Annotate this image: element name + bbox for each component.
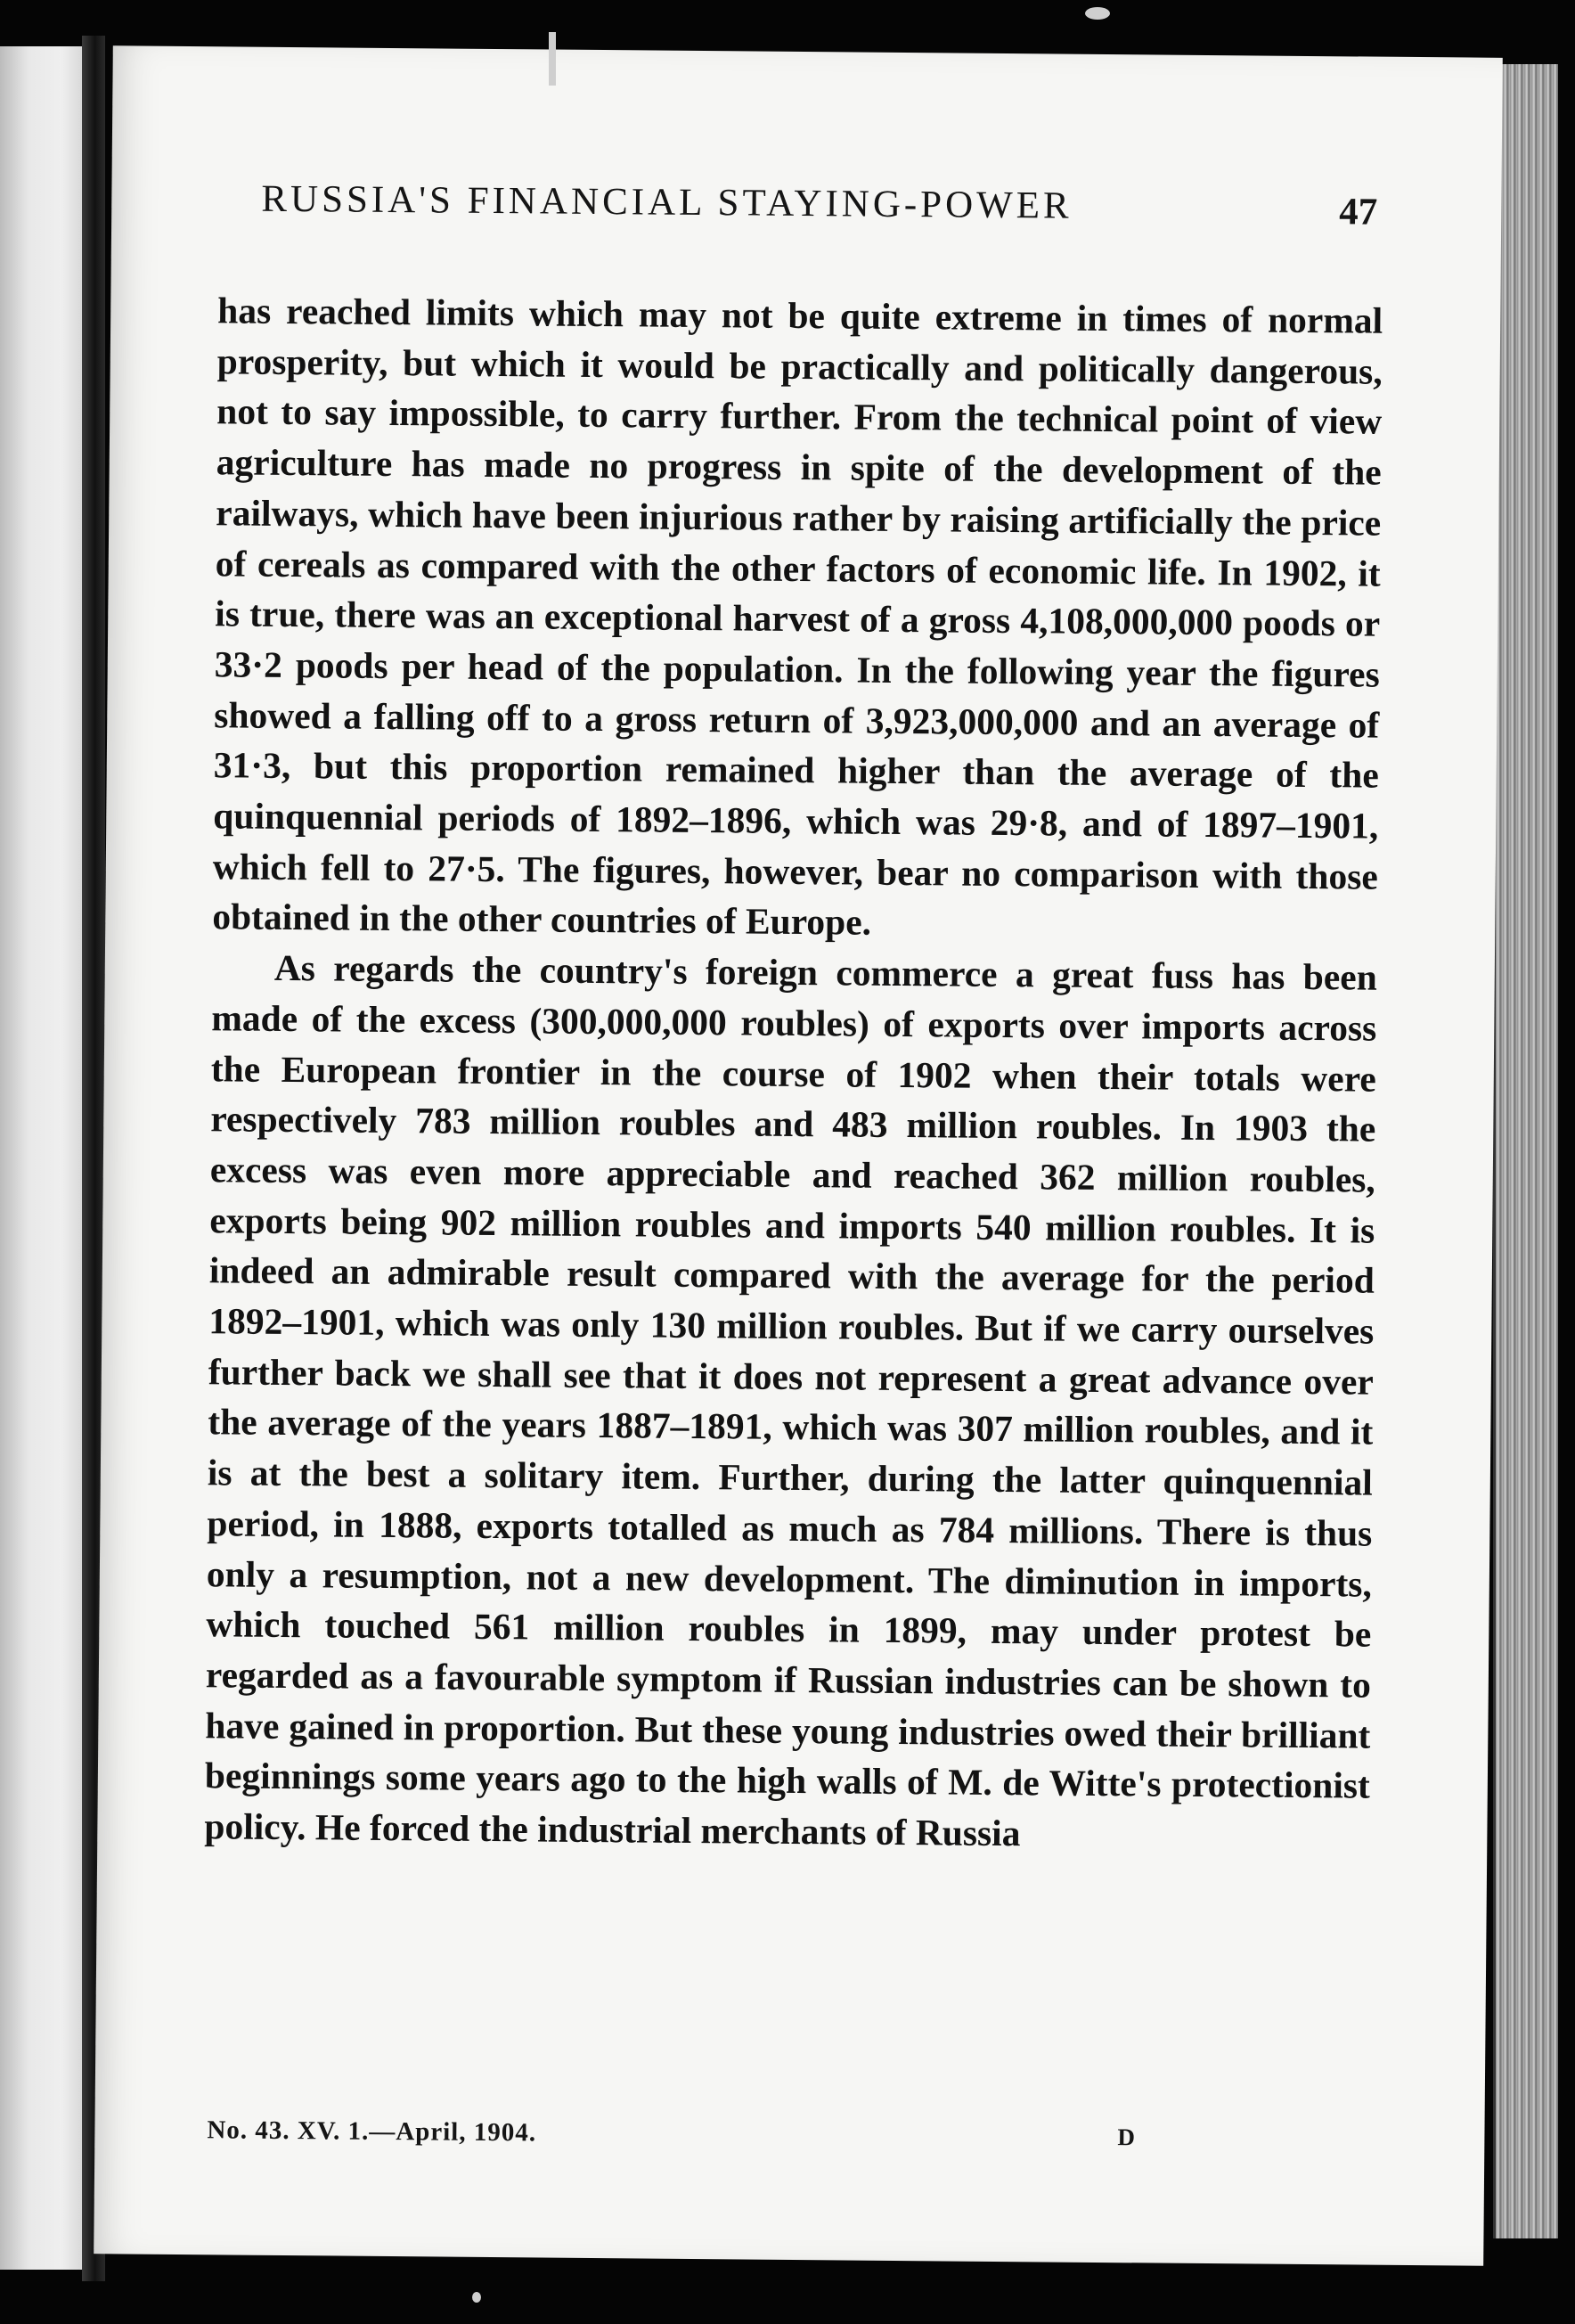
facing-page-edge: [0, 46, 82, 2270]
scan-speck: [1085, 7, 1110, 20]
page-number: 47: [1339, 191, 1378, 233]
paragraph: As regards the country's foreign commerce a great fuss has been made of the excess (300,000,000 roubles) of exports over imports across the European frontier in the course of 1902 when their totals were respectively 783 million roubles and 483 million roubles. In 1903 the excess was even more appreciable and reached 362 million roubles, exports being 902 million roubles and imports 540 million roubles. It is indeed an admirable result compared with the average for the period 1892–1901, which was only 130 million roubles. But if we carry ourselves further back we shall see that it does not represent a great advance over the average of the years 1887–1891, which was 307 million roubles, and it is at the best a solitary item. Further, during the latter quinquennial period, in 1888, exports totalled as much as 784 millions. There is thus only a resumption, not a new development. The diminution in imports, which touched 561 million roubles in 1899, may under protest be regarded as a favourable symptom if Russian industries can be shown to have gained in proportion. But these young industries owed their brilliant beginnings some years ago to the high walls of M. de Witte's protectionist policy. He forced the industrial merchants of Russia: [204, 947, 1377, 1854]
signature-mark: D: [1117, 2124, 1136, 2151]
book-page: [94, 45, 1503, 2266]
running-head: [261, 177, 1383, 231]
paragraph: has reached limits which may not be quite extreme in times of normal prosperity, but which it would be practically and politically dangerous, not to say impossible, to carry further. From the technical point of view agriculture has made no progress in spite of the development of the railways, which have been injurious rather by raising artificially the price of cereals as compared with the other factors of economic life. In 1902, it is true, there was an exceptional harvest of a gross 4,108,000,000 poods or 33·2 poods per head of the population. In the following year the figures showed a falling off to a gross return of 3,923,000,000 and an average of 31·3, but this proportion remained higher than the average of the quinquennial periods of 1892–1896, which was 29·8, and of 1897–1901, which fell to 27·5. The figures, however, bear no comparison with those obtained in the other countries of Europe.: [212, 290, 1383, 944]
running-title: RUSSIA'S FINANCIAL STAYING-POWER: [261, 177, 1073, 227]
scan-speck: [472, 2292, 481, 2303]
issue-footer: No. 43. XV. 1.—April, 1904.: [207, 2115, 537, 2148]
page-stack-edge: [1493, 64, 1558, 2238]
body-text: [204, 285, 1383, 1862]
scan-speck: [549, 32, 556, 86]
